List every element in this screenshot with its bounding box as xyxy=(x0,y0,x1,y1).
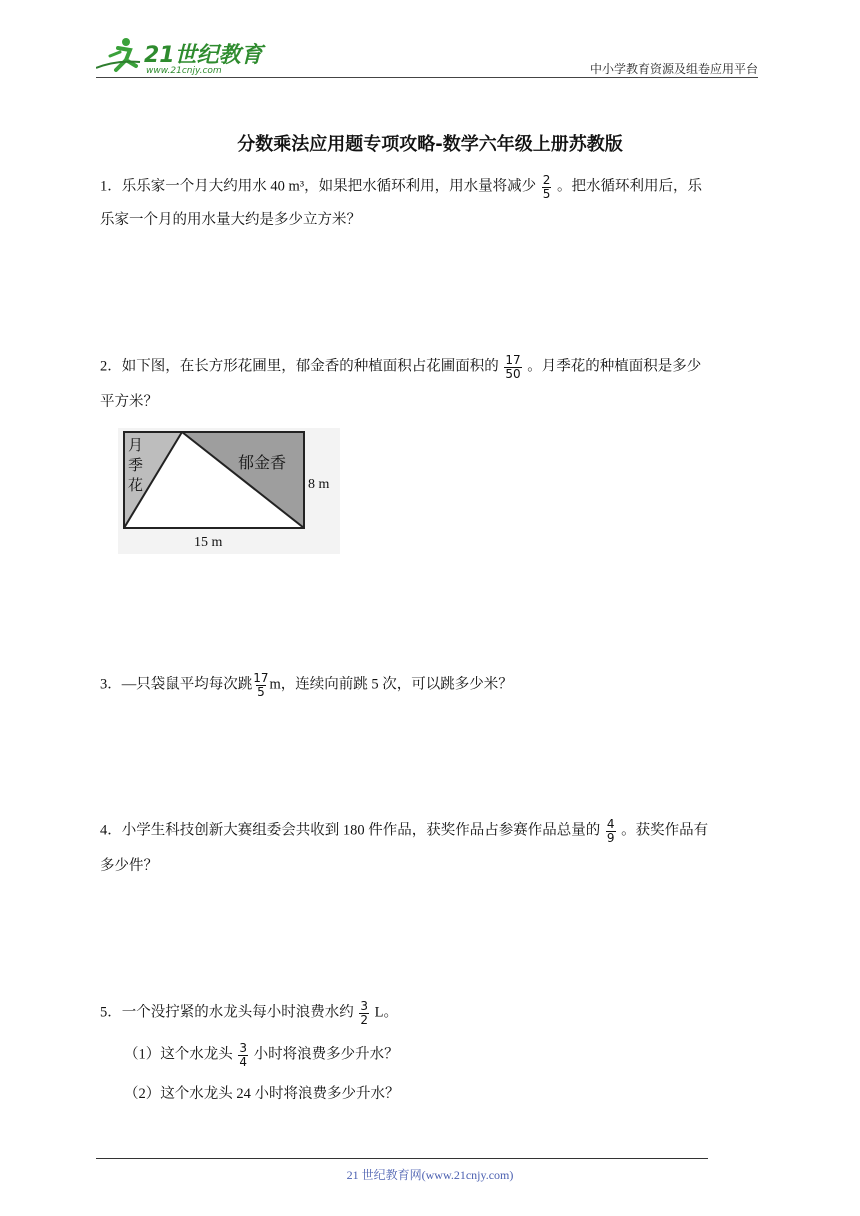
garden-figure xyxy=(118,428,340,554)
question-2 xyxy=(100,354,760,412)
label-hua: 花 xyxy=(128,476,144,494)
label-width: 15 m xyxy=(194,535,223,550)
question-3-text-b: m，连续向前跳 5 次，可以跳多少米？ xyxy=(269,676,513,693)
footer-divider xyxy=(96,1158,708,1159)
label-tulip: 郁金香 xyxy=(238,453,287,472)
question-4-line-2: 多少件？ xyxy=(100,858,158,875)
label-ji: 季 xyxy=(128,456,144,474)
question-5-part-2: （2）这个水龙头 24 小时将浪费多少升水？ xyxy=(124,1086,400,1102)
site-logo xyxy=(96,34,266,78)
fraction: $\frac{3}{4}$ xyxy=(239,1041,248,1069)
fraction: $\frac{4}{9}$ xyxy=(606,817,615,845)
question-2-text-a: 2．如下图，在长方形花圃里，郁金香的种植面积占花圃面积的 xyxy=(100,358,499,375)
question-4-text-b: 。获奖作品有 xyxy=(621,822,709,839)
question-4 xyxy=(100,818,760,876)
question-1-text-a: 1．乐乐家一个月大约用水 40 m³，如果把水循环利用，用水量将减少 xyxy=(100,178,537,195)
rectangle-garden-diagram xyxy=(118,428,340,554)
label-height: 8 m xyxy=(308,477,330,492)
question-3-text-a: 3．—只袋鼠平均每次跳 xyxy=(100,676,253,693)
question-2-line-2: 平方米？ xyxy=(100,394,158,411)
label-yue: 月 xyxy=(128,436,144,454)
question-5-part-1-text-a: （1）这个水龙头 xyxy=(124,1046,233,1063)
question-5 xyxy=(100,1000,760,1026)
question-5-part-1-text-b: 小时将浪费多少升水？ xyxy=(253,1046,399,1063)
question-1-text-b: 。把水循环利用后，乐 xyxy=(557,178,703,195)
fraction: $\frac{17}{5}$ xyxy=(253,671,269,699)
question-5-part-1 xyxy=(124,1042,784,1068)
page-title: 分数乘法应用题专项攻略-数学六年级上册苏教版 xyxy=(237,134,623,155)
header-divider xyxy=(96,77,758,78)
question-3 xyxy=(100,672,760,698)
question-4-text-a: 4．小学生科技创新大赛组委会共收到 180 件作品，获奖作品占参赛作品总量的 xyxy=(100,822,601,839)
logo-url: www.21cnjy.com xyxy=(146,66,222,76)
fraction: $\frac{2}{5}$ xyxy=(542,173,551,201)
question-5-text-a: 5．一个没拧紧的水龙头每小时浪费水约 xyxy=(100,1004,354,1021)
question-2-text-b: 。月季花的种植面积是多少 xyxy=(527,358,702,375)
fraction: $\frac{3}{2}$ xyxy=(360,999,369,1027)
question-1-line-2: 乐家一个月的用水量大约是多少立方米？ xyxy=(100,212,361,229)
logo-text: 21世纪教育 xyxy=(144,43,263,68)
footer-text: 21 世纪教育网(www.21cnjy.com) xyxy=(346,1168,514,1182)
question-5-text-b: L。 xyxy=(374,1004,398,1021)
header-platform-text: 中小学教育资源及组卷应用平台 xyxy=(589,62,758,76)
question-1 xyxy=(100,174,760,230)
fraction: $\frac{17}{50}$ xyxy=(505,353,521,381)
